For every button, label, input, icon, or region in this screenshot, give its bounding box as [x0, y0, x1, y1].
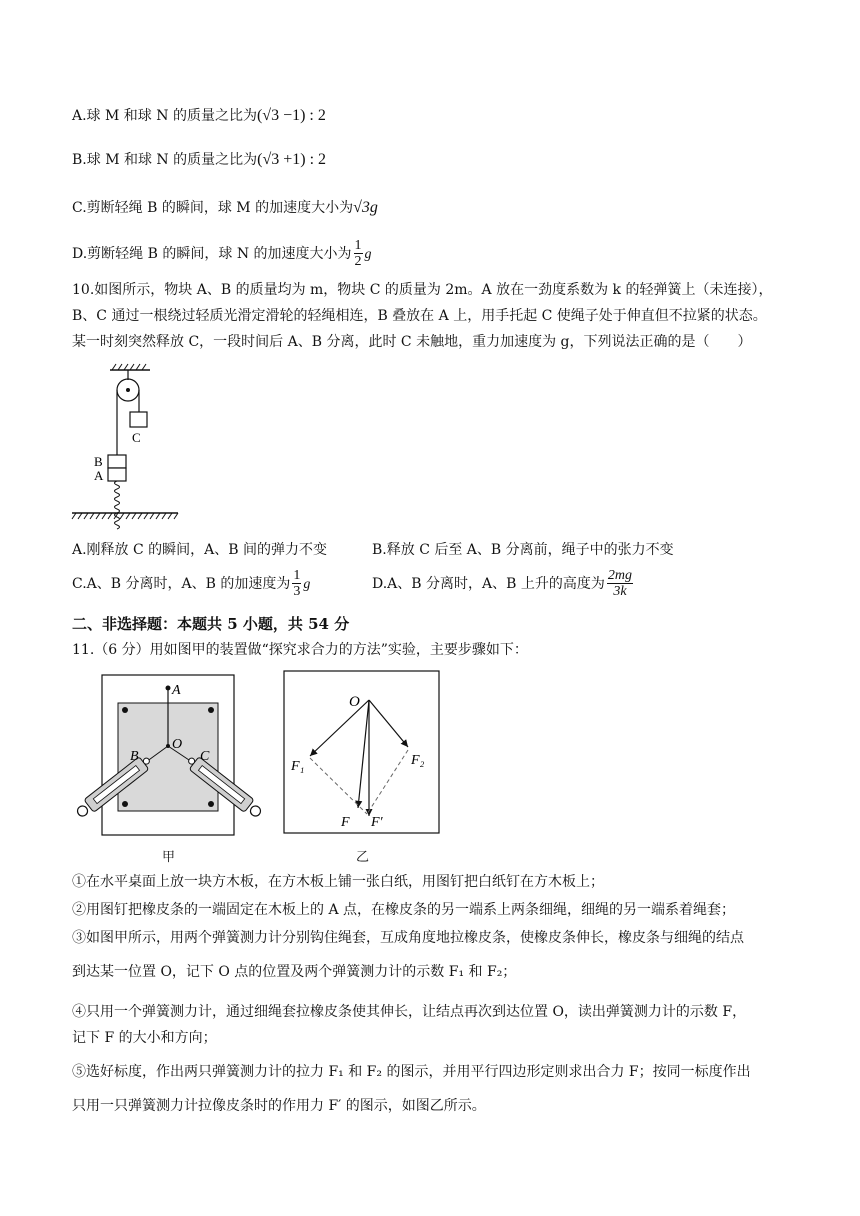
option-b-expr: (√3 +1) : 2 — [257, 151, 327, 168]
caption-jia: 甲 — [162, 850, 176, 865]
label-c: C — [132, 430, 141, 445]
q10-line-1: 10.如图所示，物块 A、B 的质量均为 m，物块 C 的质量为 2m。A 放在一劲度系数为 k 的轻弹簧上（未连接）， — [72, 282, 773, 298]
label-f1: F₁ — [291, 759, 305, 774]
pin-icon — [208, 801, 214, 807]
option-b-text: B.球 M 和球 N 的质量之比为 — [72, 152, 258, 168]
block-a — [108, 468, 126, 481]
ground-hatch — [72, 513, 178, 519]
q10-option-b: B.释放 C 后至 A、B 分离前，绳子中的张力不变 — [372, 542, 674, 558]
pin-icon — [122, 707, 128, 713]
label-a: A — [172, 683, 181, 698]
q10-option-d-fraction — [607, 569, 633, 599]
q10-option-c — [72, 566, 310, 603]
label-fprime: F′ — [371, 815, 383, 830]
step-5-line-2: 只用一只弹簧测力计拉像皮条时的作用力 F′ 的图示，如图乙所示。 — [72, 1098, 486, 1114]
option-c-expr: √3g — [353, 199, 378, 216]
figure-yi — [283, 670, 443, 840]
option-c — [72, 198, 378, 218]
option-c-text: C.剪断轻绳 B 的瞬间，球 M 的加速度大小为 — [72, 200, 354, 216]
label-f2: F₂ — [411, 753, 425, 768]
option-d-var: g — [364, 247, 372, 262]
q10-option-c-var: g — [303, 577, 311, 592]
pulley-figure — [70, 362, 190, 527]
block-c — [130, 412, 147, 427]
step-5-line-1: ⑤选好标度，作出两只弹簧测力计的拉力 F₁ 和 F₂ 的图示，并用平行四边形定则求出合力 F；按同一标度作出 — [72, 1064, 751, 1080]
label-b: B — [130, 749, 139, 764]
fraction-denominator: 3 — [293, 584, 301, 599]
option-a-text: A.球 M 和球 N 的质量之比为 — [72, 108, 257, 124]
ceiling-hatch — [112, 364, 146, 370]
label-a: A — [94, 468, 104, 483]
option-a — [72, 106, 326, 126]
pin-icon — [122, 801, 128, 807]
q10-option-c-text: C.A、B 分离时，A、B 的加速度为 — [72, 576, 291, 592]
step-4-line-1: ④只用一个弹簧测力计，通过细绳套拉橡皮条使其伸长，让结点再次到达位置 O，读出弹簧测力计的示数 F， — [72, 1004, 747, 1020]
step-2: ②用图钉把橡皮条的一端固定在木板上的 A 点，在橡皮条的另一端系上两条细绳，细绳的另一端系着绳套； — [72, 902, 736, 918]
fraction-numerator: 1 — [354, 238, 362, 253]
q10-line-3: 某一时刻突然释放 C，一段时间后 A、B 分离，此时 C 未触地，重力加速度为 g，下列说法正确的是（ ） — [72, 334, 752, 350]
figure-jia — [70, 670, 270, 840]
step-3-line-1: ③如图甲所示，用两个弹簧测力计分别钩住绳套，互成角度地拉橡皮条，使橡皮条伸长，橡皮条与细绳的结点 — [72, 930, 744, 946]
q10-option-c-fraction — [292, 569, 301, 599]
option-b — [72, 150, 326, 170]
option-a-expr: (√3 −1) : 2 — [256, 107, 326, 124]
q10-option-d-text: D.A、B 分离时，A、B 上升的高度为 — [372, 576, 605, 592]
fraction-numerator: 2mg — [607, 568, 632, 583]
option-d-fraction — [354, 239, 363, 269]
q11-intro: 11.（6 分）用如图甲的装置做“探究求合力的方法”实验，主要步骤如下： — [72, 642, 528, 658]
option-d-text: D.剪断轻绳 B 的瞬间，球 N 的加速度大小为 — [72, 246, 352, 262]
caption-yi: 乙 — [356, 850, 370, 865]
label-f: F — [341, 815, 350, 830]
label-b: B — [94, 454, 103, 469]
spring — [115, 481, 120, 529]
q10-option-d — [372, 566, 635, 602]
fraction-numerator: 1 — [293, 568, 301, 583]
label-o: O — [349, 694, 360, 710]
step-3-line-2: 到达某一位置 O，记下 O 点的位置及两个弹簧测力计的示数 F₁ 和 F₂； — [72, 964, 517, 980]
label-c: C — [200, 749, 210, 764]
step-4-line-2: 记下 F 的大小和方向； — [72, 1030, 217, 1046]
block-b — [108, 455, 126, 468]
pulley-axle — [126, 388, 130, 392]
step-1: ①在水平桌面上放一块方木板，在方木板上铺一张白纸，用图钉把白纸钉在方木板上； — [72, 874, 604, 890]
label-o: O — [172, 737, 183, 752]
q10-line-2: B、C 通过一根绕过轻质光滑定滑轮的轻绳相连，B 叠放在 A 上，用手托起 C 使绳子处于伸直但不拉紧的状态。 — [72, 308, 767, 324]
q10-option-a: A.刚释放 C 的瞬间，A、B 间的弹力不变 — [72, 542, 328, 558]
fraction-denominator: 2 — [354, 254, 362, 269]
fraction-denominator: 3k — [613, 584, 627, 599]
option-d — [72, 236, 372, 273]
section-2-heading: 二、非选择题：本题共 5 小题，共 54 分 — [72, 615, 350, 633]
pin-icon — [208, 707, 214, 713]
